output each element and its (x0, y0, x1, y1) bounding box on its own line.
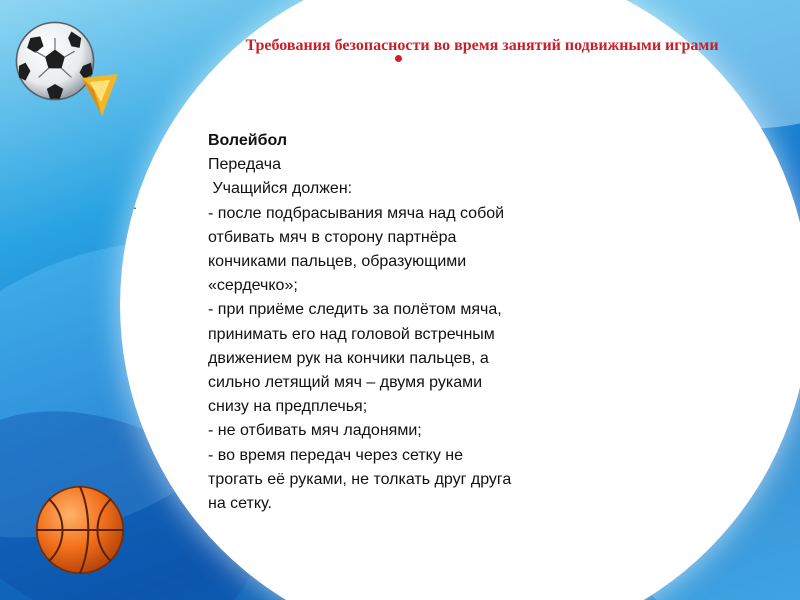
text-line: на сетку. (208, 495, 272, 513)
text-line: - не отбивать мяч ладонями; (208, 422, 422, 440)
content-body (208, 129, 608, 516)
basketball-icon (34, 484, 126, 576)
text-line: отбивать мяч в сторону партнёра (208, 228, 457, 246)
text-line: сильно летящий мяч – двумя руками (208, 374, 483, 392)
text-line: снизу на предплечья; (208, 398, 368, 416)
section-heading: Волейбол (208, 132, 288, 149)
text-line: «сердечко»; (208, 277, 298, 295)
gold-star-icon (80, 70, 120, 118)
text-line: принимать его над головой встречным (208, 325, 495, 343)
slide-title: Требования безопасности во время занятий подвижными играми (245, 37, 719, 54)
text-line: - после подбрасывания мяча над собой (208, 204, 505, 222)
text-line: Учащийся должен: (208, 180, 353, 198)
text-line: кончиками пальцев, образующими (208, 253, 467, 271)
text-line: - во время передач через сетку не (208, 446, 464, 464)
stray-mark: . (133, 196, 137, 212)
text-line: движением рук на кончики пальцев, а (208, 349, 489, 367)
text-line: - при приёме следить за полётом мяча, (208, 301, 502, 319)
text-line: трогать её руками, не толкать друг друга (208, 470, 512, 488)
text-line: Передача (208, 156, 281, 174)
